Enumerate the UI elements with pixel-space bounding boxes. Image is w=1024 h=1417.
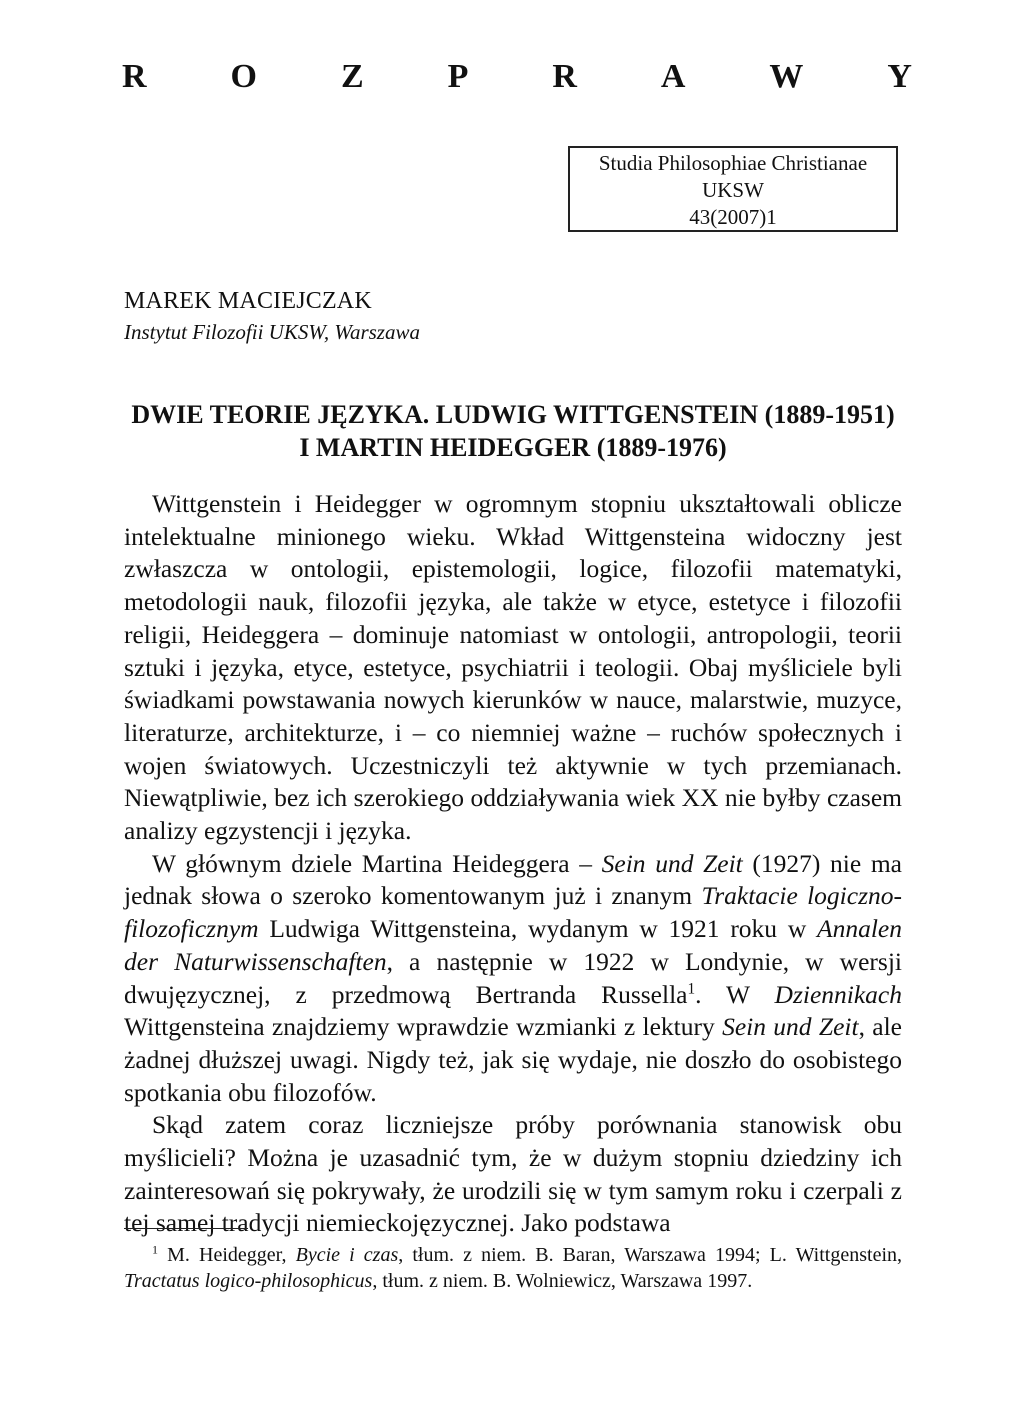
title-line-1: DWIE TEORIE JĘZYKA. LUDWIG WITTGENSTEIN (1889-1951) xyxy=(131,400,895,429)
italic-title: Bycie i czas xyxy=(295,1244,399,1266)
heading-letter: R xyxy=(552,58,577,95)
journal-info-box xyxy=(568,146,898,232)
italic-title: Traktacie logiczno-filozoficznym xyxy=(124,881,902,944)
author-name: MAREK MACIEJCZAK xyxy=(124,288,372,314)
text-run: M. Heidegger, xyxy=(158,1244,296,1266)
text-run: , a następnie w 1922 w Londynie, w wersji dwujęzycznej, z przedmową Bertranda Russella xyxy=(124,946,902,1009)
italic-title: Annalen der Naturwissenschaften xyxy=(124,914,902,976)
paragraph-3: Skąd zatem coraz liczniejsze próby porównania stanowisk obu myślicieli? Można je uzasadnić tym, że w dużym stopniu dziedziny ich zainteresowań się pokrywały, że urodzili się w tym samym roku i czerpali z tej samej tradycji niemieckojęzycznej. Jako podstawa xyxy=(124,1110,902,1238)
italic-title: Dziennikach xyxy=(774,979,902,1009)
paragraph-1: Wittgenstein i Heidegger w ogromnym stopniu ukształtowali oblicze intelektualne minionego wieku. Wkład Wittgensteina widoczny jest zwłaszcza w ontologii, epistemologii, logice, filozofii matematyki, metodologii nauk, filozofii języka, ale także w etyce, estetyce i filozofii religii, Heideggera – dominuje natomiast w ontologii, antropologii, teorii sztuki i języka, etyce, estetyce, psychiatrii i teologii. Obaj myśliciele byli świadkami powstawania nowych kierunków w nauce, malarstwie, muzyce, literaturze, architekturze, i – co niemniej ważne – ruchów społecznych i wojen światowych. Uczestniczyli też aktywnie w tych przemianach. Niewątpliwie, bez ich szerokiego oddziaływania wiek XX nie byłby czasem analizy egzystencji i języka. xyxy=(124,489,902,846)
journal-name: Studia Philosophiae Christianae xyxy=(598,151,868,175)
paragraph-2 xyxy=(124,848,902,1110)
italic-title: Sein und Zeit xyxy=(722,1012,859,1042)
heading-letter: P xyxy=(447,58,469,95)
footnote-marker: 1 xyxy=(152,1242,158,1257)
text-run: , tłum. z niem. B. Baran, Warszawa 1994; L. Wittgenstein, xyxy=(398,1244,903,1266)
title-line-2: I MARTIN HEIDEGGER (1889-1976) xyxy=(299,433,727,462)
heading-letter: O xyxy=(230,58,257,95)
italic-title: Sein und Zeit xyxy=(601,848,743,878)
text-run: , ale żadnej dłuższej uwagi. Nigdy też, jak się wydaje, nie doszło do osobistego spotkania obu filozofów. xyxy=(124,1012,902,1107)
article-body xyxy=(124,488,902,1240)
heading-letter: Z xyxy=(340,58,364,95)
footnote-1 xyxy=(124,1242,902,1294)
italic-title: Tractatus logico-philosophicus xyxy=(124,1270,373,1292)
journal-issue: 43(2007)1 xyxy=(689,205,777,229)
text-run: . W xyxy=(695,979,775,1009)
heading-letter: R xyxy=(122,58,147,95)
text-run: Wittgensteina znajdziemy wprawdzie wzmianki z lektury xyxy=(124,1012,723,1042)
heading-letter: Y xyxy=(887,58,912,95)
journal-publisher: UKSW xyxy=(702,178,764,202)
author-affiliation: Instytut Filozofii UKSW, Warszawa xyxy=(124,320,420,344)
text-run: Ludwiga Wittgensteina, wydanym w 1921 roku w xyxy=(258,914,818,944)
heading-letter: W xyxy=(769,58,804,95)
text-run: W głównym dziele Martina Heideggera – xyxy=(152,848,602,878)
footnote-reference: 1 xyxy=(687,980,696,998)
text-run: , tłum. z niem. B. Wolniewicz, Warszawa 1997. xyxy=(372,1270,753,1292)
section-heading-rozprawy xyxy=(122,58,912,96)
footnote-divider xyxy=(124,1228,248,1229)
article-title xyxy=(118,398,908,464)
heading-letter: A xyxy=(660,58,686,95)
text-run: (1927) nie ma jednak słowa o szeroko komentowanym już i znanym xyxy=(124,848,902,911)
